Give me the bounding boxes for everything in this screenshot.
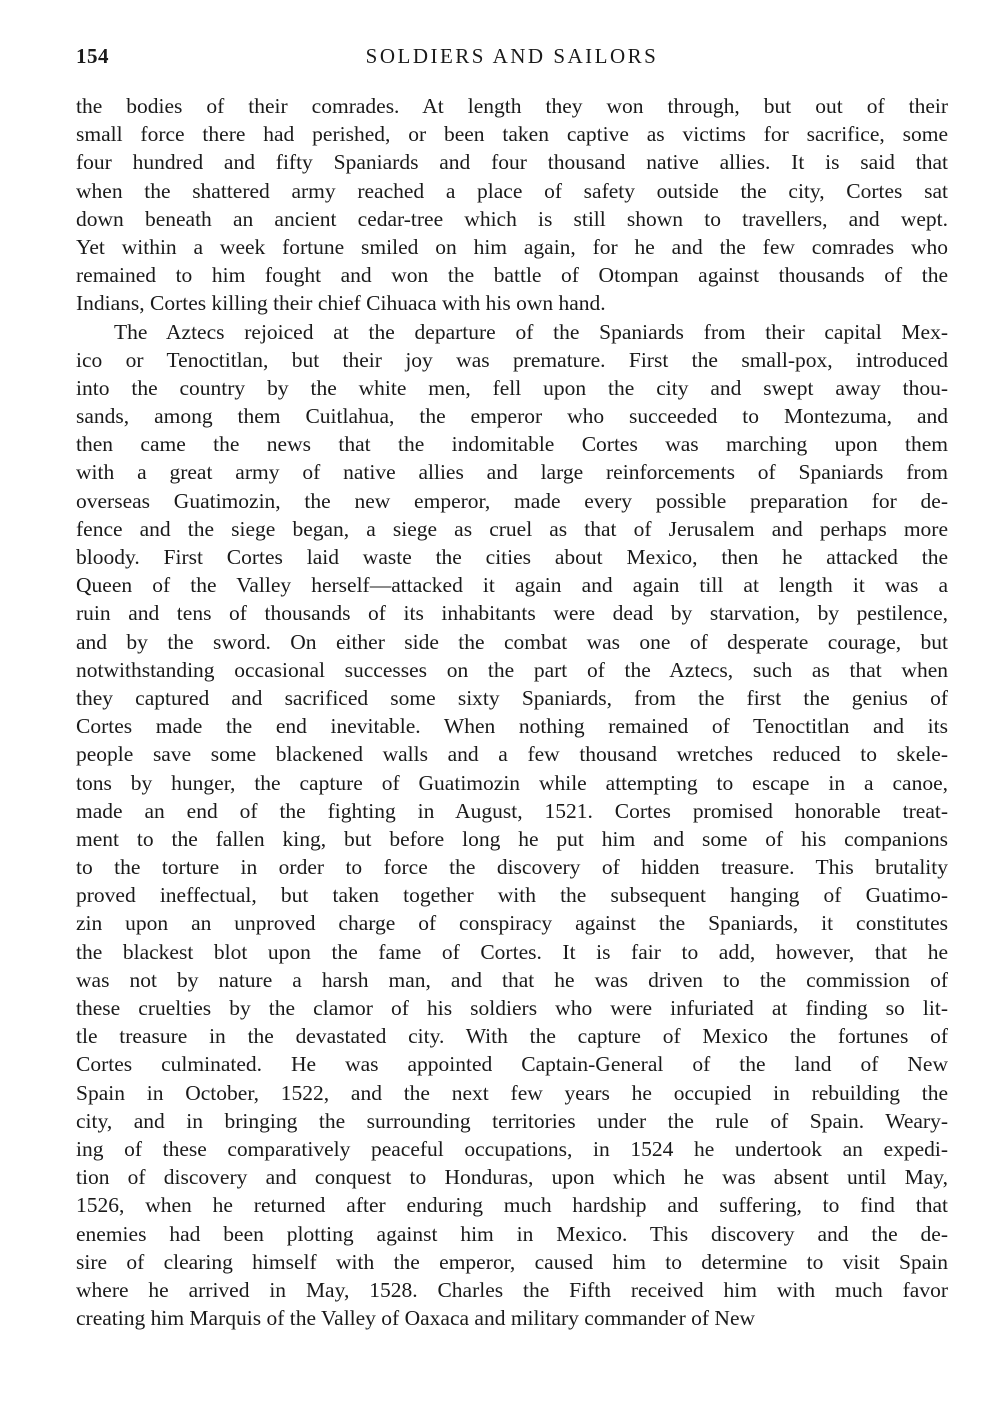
- text-line: was not by nature a harsh man, and that he was driven to the commission of: [76, 967, 948, 992]
- text-line: enemies had been plotting against him in Mexico. This discovery and the de-: [76, 1221, 948, 1246]
- text-line: Cortes culminated. He was appointed Captain-General of the land of New: [76, 1052, 948, 1077]
- running-head: [76, 44, 948, 78]
- text-line: the bodies of their comrades. At length they won through, but out of their: [76, 94, 948, 118]
- text-line: into the country by the white men, fell upon the city and swept away thou-: [76, 375, 948, 400]
- text-line: notwithstanding occasional successes on the part of the Aztecs, such as that when: [76, 657, 948, 682]
- text-line: these cruelties by the clamor of his soldiers who were infuriated at finding so lit-: [76, 996, 948, 1020]
- text-line: Cortes made the end inevitable. When nothing remained of Tenoctitlan and its: [76, 714, 948, 739]
- text-line: the blackest blot upon the fame of Cortes. It is fair to add, however, that he: [76, 939, 948, 964]
- text-line: when the shattered army reached a place of safety outside the city, Cortes sat: [76, 178, 948, 203]
- body-text: [76, 92, 948, 1332]
- book-title: SOLDIERS AND SAILORS: [365, 44, 659, 68]
- text-line: tons by hunger, the capture of Guatimozin while attempting to escape in a canoe,: [76, 770, 948, 795]
- text-line: with a great army of native allies and large reinforcements of Spaniards from: [76, 460, 948, 485]
- text-line: remained to him fought and won the battle of Otompan against thousands of the: [76, 263, 948, 288]
- text-line: Indians, Cortes killing their chief Cihuaca with his own hand.: [76, 291, 606, 316]
- text-line: ment to the fallen king, but before long he put him and some of his companions: [76, 826, 948, 851]
- text-line: fence and the siege began, a siege as cruel as that of Jerusalem and perhaps more: [76, 516, 948, 541]
- page-number: 154: [76, 44, 109, 68]
- text-line: creating him Marquis of the Valley of Oaxaca and military commander of New: [76, 1306, 756, 1331]
- text-line: city, and in bringing the surrounding territories under the rule of Spain. Weary-: [76, 1108, 948, 1133]
- paragraph: [76, 318, 948, 1333]
- text-line: bloody. First Cortes laid waste the cities about Mexico, then he attacked the: [76, 545, 948, 569]
- text-line: tion of discovery and conquest to Honduras, upon which he was absent until May,: [76, 1165, 948, 1190]
- text-line: made an end of the fighting in August, 1521. Cortes promised honorable treat-: [76, 798, 948, 823]
- paragraph: [76, 92, 948, 318]
- text-line: where he arrived in May, 1528. Charles the Fifth received him with much favor: [76, 1277, 948, 1302]
- text-line: Yet within a week fortune smiled on him again, for he and the few comrades who: [76, 234, 948, 259]
- text-line: four hundred and fifty Spaniards and four thousand native allies. It is said that: [76, 150, 948, 175]
- text-line: The Aztecs rejoiced at the departure of the Spaniards from their capital Mex-: [114, 319, 948, 344]
- text-line: to the torture in order to force the discovery of hidden treasure. This brutality: [76, 855, 948, 880]
- text-line: and by the sword. On either side the combat was one of desperate courage, but: [76, 629, 948, 654]
- text-line: sire of clearing himself with the emperor, caused him to determine to visit Spain: [76, 1249, 948, 1274]
- text-line: zin upon an unproved charge of conspiracy against the Spaniards, it constitutes: [76, 911, 948, 936]
- text-line: ico or Tenoctitlan, but their joy was premature. First the small-pox, introduced: [76, 347, 948, 372]
- text-line: Spain in October, 1522, and the next few years he occupied in rebuilding the: [76, 1080, 948, 1105]
- text-line: 1526, when he returned after enduring much hardship and suffering, to find that: [76, 1193, 948, 1218]
- text-line: tle treasure in the devastated city. With the capture of Mexico the fortunes of: [76, 1024, 948, 1049]
- text-line: then came the news that the indomitable Cortes was marching upon them: [76, 432, 948, 457]
- text-line: ing of these comparatively peaceful occupations, in 1524 he undertook an expedi-: [76, 1136, 948, 1161]
- text-line: Queen of the Valley herself—attacked it again and again till at length it was a: [76, 573, 948, 598]
- text-line: overseas Guatimozin, the new emperor, made every possible preparation for de-: [76, 488, 948, 513]
- text-line: proved ineffectual, but taken together with the subsequent hanging of Guatimo-: [76, 883, 948, 908]
- text-line: small force there had perished, or been taken captive as victims for sacrifice, some: [76, 122, 948, 147]
- text-line: down beneath an ancient cedar-tree which is still shown to travellers, and wept.: [76, 206, 948, 231]
- text-line: they captured and sacrificed some sixty Spaniards, from the first the genius of: [76, 685, 948, 710]
- text-line: sands, among them Cuitlahua, the emperor who succeeded to Montezuma, and: [76, 404, 948, 429]
- text-line: people save some blackened walls and a few thousand wretches reduced to skele-: [76, 742, 948, 767]
- text-line: ruin and tens of thousands of its inhabitants were dead by starvation, by pestilence,: [76, 601, 948, 626]
